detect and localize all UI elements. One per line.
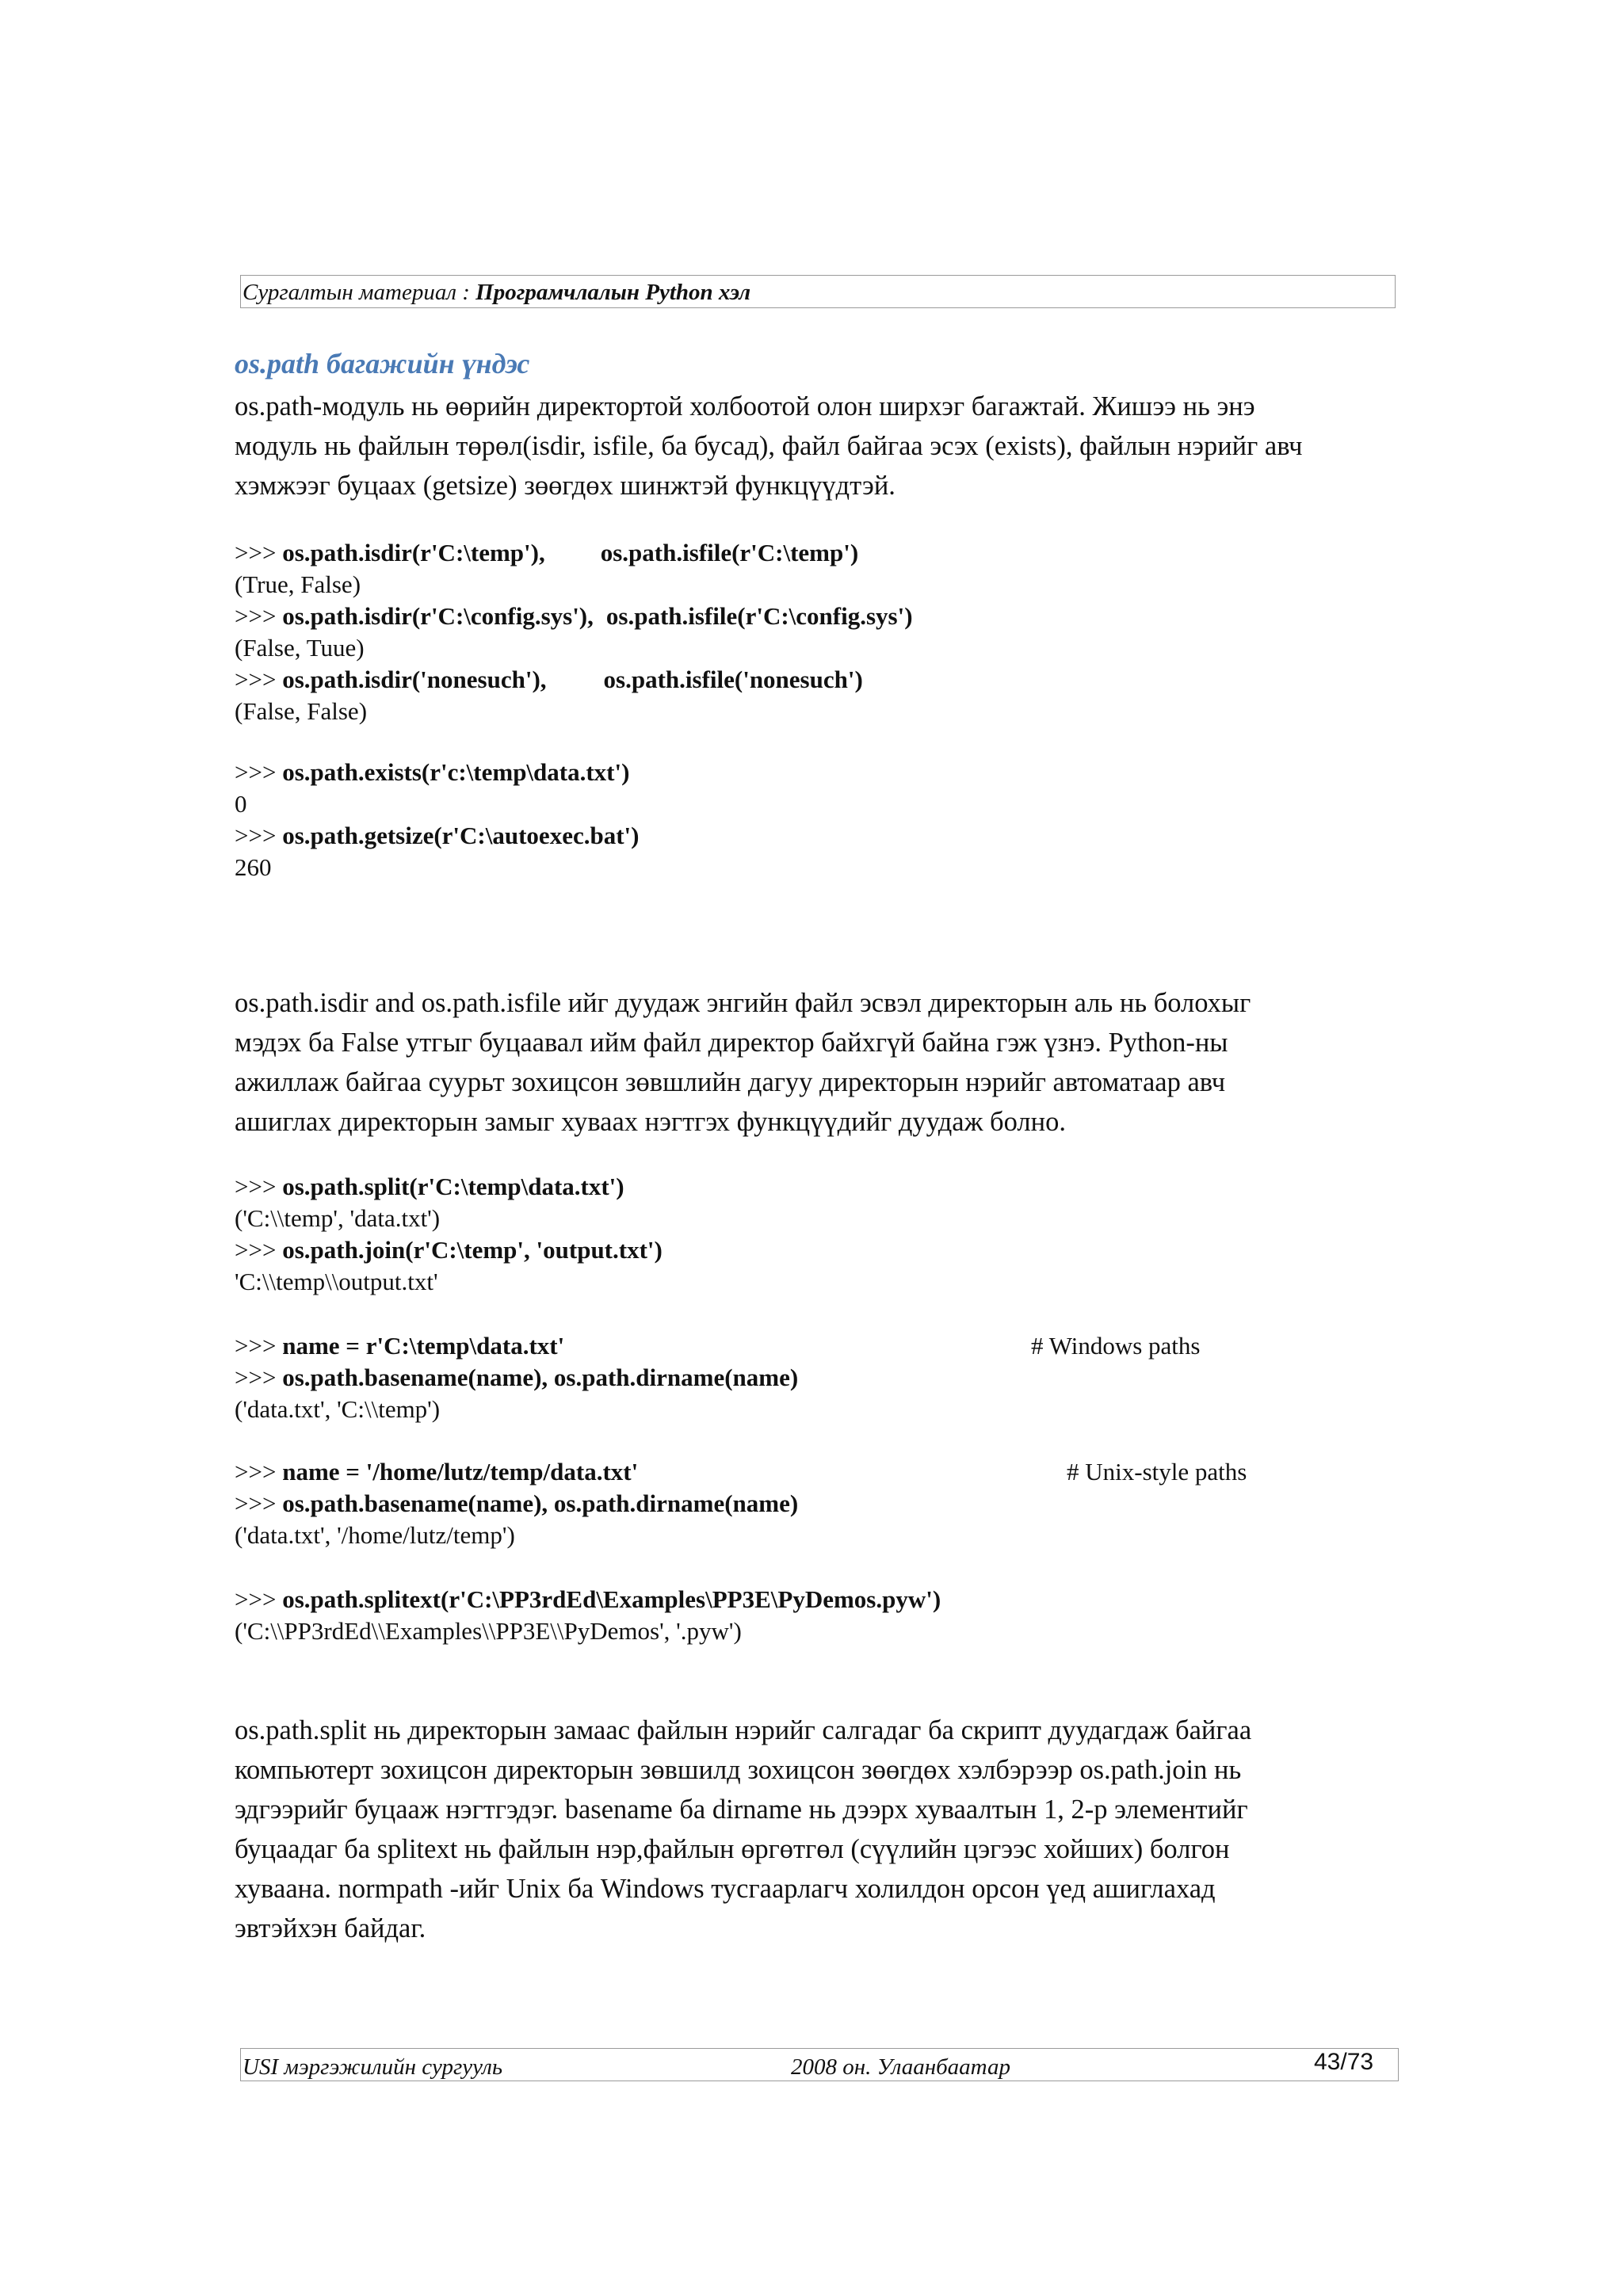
text-line: мэдэх ба False утгыг буцаавал ийм файл директор байхгүй байна гэж үзнэ. Python-ны: [235, 1028, 1228, 1058]
header-course-title: Програмчлалын Python хэл: [475, 280, 751, 305]
code-output: ('C:\\PP3rdEd\\Examples\\PP3E\\PyDemos', '.pyw'): [235, 1617, 742, 1645]
code-input: os.path.split(r'C:\temp\data.txt'): [282, 1173, 624, 1200]
prompt: >>>: [235, 1173, 283, 1200]
code-output: (True, False): [235, 570, 361, 598]
code-output: (False, Tuue): [235, 634, 365, 662]
page-header: [240, 275, 1396, 308]
code-comment: # Unix-style paths: [1067, 1458, 1247, 1486]
code-block-unix-paths: [235, 1456, 1247, 1551]
prompt: >>>: [235, 602, 283, 630]
code-input: os.path.exists(r'c:\temp\data.txt'): [282, 758, 630, 786]
code-line: [235, 1234, 663, 1266]
code-output: 260: [235, 853, 272, 881]
code-output: 'C:\\temp\\output.txt': [235, 1268, 438, 1295]
text-line: os.path-модуль нь өөрийн директортой холбоотой олон ширхэг багажтай. Жишээ нь энэ: [235, 391, 1255, 421]
header-prefix: Сургалтын материал :: [242, 280, 476, 305]
code-line: [235, 820, 639, 852]
code-input: os.path.isfile('nonesuch'): [603, 666, 863, 693]
code-line: [235, 664, 913, 696]
prompt: >>>: [235, 1363, 283, 1391]
code-input: os.path.isfile(r'C:\temp'): [600, 539, 859, 566]
code-output: ('C:\\temp', 'data.txt'): [235, 1204, 441, 1232]
text-line: эдгээрийг буцааж нэгтгэдэг. basename ба dirname нь дээрх хуваалтын 1, 2-р элементийг: [235, 1794, 1248, 1825]
split-join-paragraph: [235, 1711, 1415, 1948]
code-input: os.path.join(r'C:\temp', 'output.txt'): [282, 1236, 663, 1264]
text-line: эвтэйхэн байдаг.: [235, 1913, 426, 1943]
page-number: 43/73: [1314, 2049, 1374, 2075]
code-line: [235, 1584, 941, 1615]
intro-paragraph: [235, 387, 1415, 505]
text-line: os.path.isdir and os.path.isfile ийг дуудаж энгийн файл эсвэл директорын аль нь болохыг: [235, 988, 1251, 1018]
prompt: >>>: [235, 758, 283, 786]
text-line: буцаадаг ба splitext нь файлын нэр,файлын өргөтгөл (сүүлийн цэгээс хойших) болгон: [235, 1834, 1230, 1864]
prompt: >>>: [235, 1489, 283, 1517]
code-line: [235, 1330, 1201, 1362]
prompt: >>>: [235, 822, 283, 849]
code-input: os.path.getsize(r'C:\autoexec.bat'): [282, 822, 640, 849]
text-line: ажиллаж байгаа суурьт зохицсон зөвшлийн дагуу директорын нэрийг автоматаар авч: [235, 1067, 1226, 1097]
prompt: >>>: [235, 1236, 283, 1264]
code-output: (False, False): [235, 697, 368, 725]
code-line: [235, 601, 913, 632]
text-line: хуваана. normpath -ийг Unix ба Windows тусгаарлагч холилдон орсон үед ашиглахад: [235, 1874, 1216, 1904]
prompt: >>>: [235, 666, 283, 693]
code-comment: # Windows paths: [1031, 1332, 1201, 1360]
isdir-isfile-paragraph: [235, 983, 1415, 1142]
prompt: >>>: [235, 1332, 283, 1360]
code-input: os.path.basename(name), os.path.dirname(name): [282, 1363, 799, 1391]
code-line: [235, 757, 639, 788]
code-line: [235, 537, 913, 569]
code-input: name = '/home/lutz/temp/data.txt': [282, 1458, 639, 1486]
prompt: >>>: [235, 1585, 283, 1613]
prompt: >>>: [235, 1458, 283, 1486]
code-input: os.path.isfile(r'C:\config.sys'): [605, 602, 913, 630]
code-input: os.path.basename(name), os.path.dirname(name): [282, 1489, 799, 1517]
code-line: [235, 1362, 798, 1394]
footer-date-location: 2008 он. Улаанбаатар: [791, 2054, 1010, 2080]
code-line: [235, 1456, 1247, 1488]
text-line: хэмжээг буцаах (getsize) зөөгдөх шинжтэй функцүүдтэй.: [235, 471, 896, 501]
code-input: name = r'C:\temp\data.txt': [282, 1332, 565, 1360]
code-input: os.path.isdir(r'C:\temp'),: [282, 539, 545, 566]
code-block-exists-getsize: [235, 757, 639, 883]
code-block-splitext: [235, 1584, 941, 1647]
text-line: os.path.split нь директорын замаас файлын нэрийг салгадаг ба скрипт дуудагдаж байгаа: [235, 1715, 1252, 1745]
code-block-windows-paths: [235, 1330, 1201, 1425]
code-input: os.path.splitext(r'C:\PP3rdEd\Examples\PP3E\PyDemos.pyw'): [282, 1585, 941, 1613]
code-block-isdir-isfile: [235, 537, 913, 727]
code-block-split-join: [235, 1171, 663, 1298]
code-input: os.path.isdir('nonesuch'),: [282, 666, 547, 693]
page-footer: [240, 2048, 1399, 2081]
prompt: >>>: [235, 539, 283, 566]
code-output: ('data.txt', '/home/lutz/temp'): [235, 1521, 515, 1549]
text-line: ашиглах директорын замыг хуваах нэгтгэх функцүүдийг дуудаж болно.: [235, 1107, 1066, 1137]
code-input: os.path.isdir(r'C:\config.sys'),: [282, 602, 594, 630]
code-output: 0: [235, 790, 247, 818]
code-line: [235, 1488, 798, 1520]
section-title: os.path багажийн үндэс: [235, 348, 530, 379]
code-line: [235, 1171, 663, 1203]
code-output: ('data.txt', 'C:\\temp'): [235, 1395, 441, 1423]
text-line: компьютерт зохицсон директорын зөвшилд зохицсон зөөгдөх хэлбэрээр os.path.join нь: [235, 1755, 1242, 1785]
text-line: модуль нь файлын төрөл(isdir, isfile, ба бусад), файл байгаа эсэх (exists), файлын нэрийг авч: [235, 431, 1303, 461]
footer-school: USI мэргэжилийн сургууль: [242, 2054, 503, 2080]
